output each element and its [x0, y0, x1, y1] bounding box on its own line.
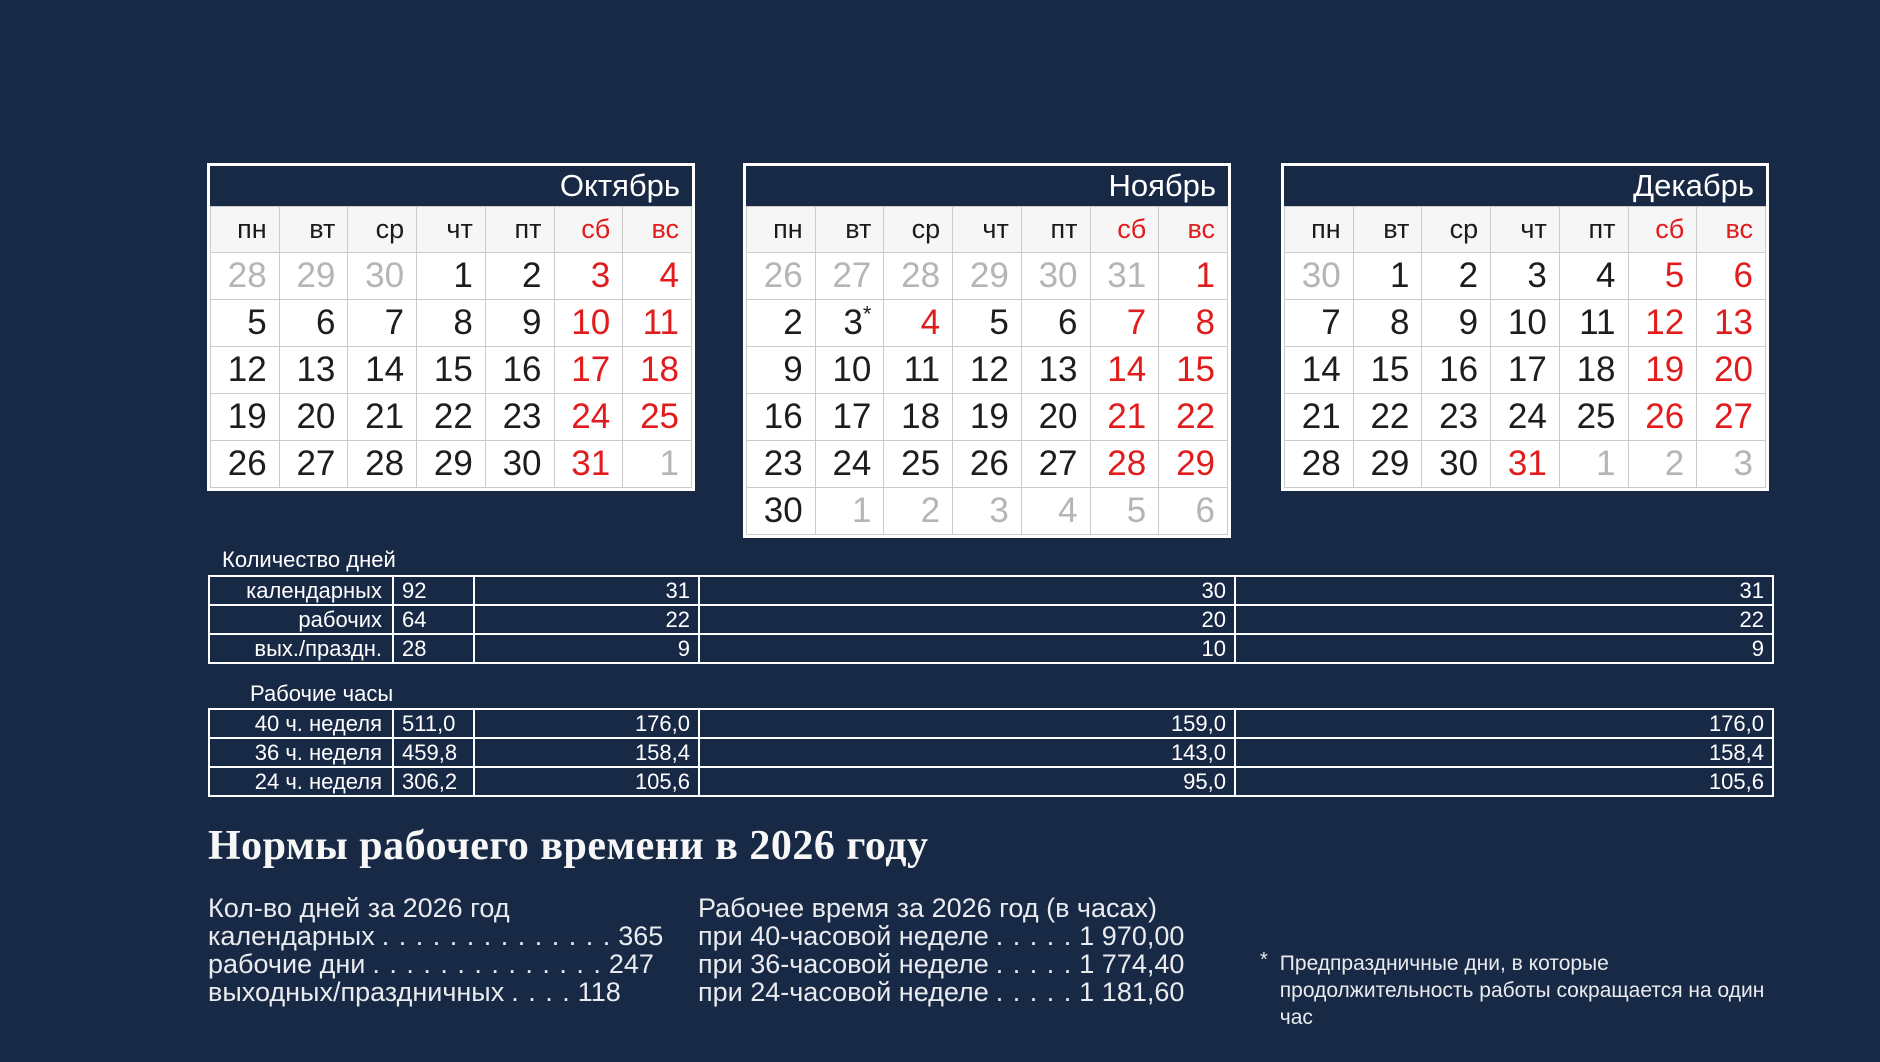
asterisk-marker: * [1260, 949, 1268, 971]
day-cell-november-15: 15 [1159, 347, 1228, 394]
weekday-header-сб: сб [1090, 207, 1159, 253]
day-cell-october-15: 15 [417, 347, 486, 394]
weekday-header-пн: пн [747, 207, 816, 253]
day-cell-october-29: 29 [279, 253, 348, 300]
summary-value: 247 [608, 949, 654, 979]
month-title-december: Декабрь [1284, 166, 1766, 206]
month-grid-october [210, 206, 692, 488]
week-row [747, 253, 1228, 300]
day-cell-october-30: 30 [485, 441, 554, 488]
day-cell-december-15: 15 [1353, 347, 1422, 394]
hours-table-caption: Рабочие часы [250, 681, 394, 706]
day-cell-december-21: 21 [1285, 394, 1354, 441]
weekday-header-пн: пн [1285, 207, 1354, 253]
day-cell-october-17: 17 [554, 347, 623, 394]
day-cell-december-7: 7 [1285, 300, 1354, 347]
row-label: рабочих [209, 605, 393, 634]
summary-label: при 36-часовой неделе [698, 949, 989, 979]
day-cell-december-30: 30 [1285, 253, 1354, 300]
week-row [1285, 441, 1766, 488]
day-cell-november-9: 9 [747, 347, 816, 394]
weekday-header-сб: сб [554, 207, 623, 253]
year-hours-summary [698, 894, 1184, 1006]
quarter-total: 64 [393, 605, 474, 634]
day-cell-october-23: 23 [485, 394, 554, 441]
november-value: 20 [699, 605, 1235, 634]
december-value: 9 [1235, 634, 1773, 663]
day-cell-october-28: 28 [211, 253, 280, 300]
day-cell-december-25: 25 [1559, 394, 1628, 441]
day-cell-november-27: 27 [815, 253, 884, 300]
year-hours-heading: Рабочее время за 2026 год (в часах) [698, 893, 1157, 923]
week-row [211, 300, 692, 347]
day-cell-november-1: 1 [1159, 253, 1228, 300]
weekday-header-вс: вс [623, 207, 692, 253]
weekday-header-вт: вт [815, 207, 884, 253]
week-row [747, 300, 1228, 347]
day-cell-november-21: 21 [1090, 394, 1159, 441]
day-cell-december-31: 31 [1491, 441, 1560, 488]
day-cell-october-8: 8 [417, 300, 486, 347]
day-cell-november-11: 11 [884, 347, 953, 394]
day-cell-november-7: 7 [1090, 300, 1159, 347]
day-cell-november-22: 22 [1159, 394, 1228, 441]
summary-line [698, 922, 1184, 950]
day-cell-december-5: 5 [1628, 253, 1697, 300]
day-cell-december-29: 29 [1353, 441, 1422, 488]
day-cell-november-14: 14 [1090, 347, 1159, 394]
day-cell-october-4: 4 [623, 253, 692, 300]
days-count-row [209, 605, 1773, 634]
year-days-items [208, 922, 663, 1006]
dot-leader: . . . . . [995, 921, 1073, 951]
weekday-header-вт: вт [279, 207, 348, 253]
weekday-header-ср: ср [348, 207, 417, 253]
week-row [747, 347, 1228, 394]
summary-label: при 40-часовой неделе [698, 921, 989, 951]
day-cell-october-3: 3 [554, 253, 623, 300]
day-cell-december-19: 19 [1628, 347, 1697, 394]
day-cell-december-14: 14 [1285, 347, 1354, 394]
day-cell-october-30: 30 [348, 253, 417, 300]
month-grid-december [1284, 206, 1766, 488]
day-cell-december-6: 6 [1697, 253, 1766, 300]
day-cell-december-1: 1 [1559, 441, 1628, 488]
quarter-total: 459,8 [393, 738, 474, 767]
day-cell-october-7: 7 [348, 300, 417, 347]
day-cell-november-23: 23 [747, 441, 816, 488]
days-count-row [209, 634, 1773, 663]
october-value: 22 [474, 605, 699, 634]
day-cell-december-24: 24 [1491, 394, 1560, 441]
weekday-header-пт: пт [1021, 207, 1090, 253]
day-cell-november-30: 30 [1021, 253, 1090, 300]
summary-value: 1 181,60 [1079, 977, 1185, 1007]
day-cell-october-2: 2 [485, 253, 554, 300]
calendar-november [743, 163, 1231, 538]
day-cell-october-1: 1 [623, 441, 692, 488]
day-cell-november-29: 29 [953, 253, 1022, 300]
november-value: 143,0 [699, 738, 1235, 767]
days-count-row [209, 576, 1773, 605]
day-cell-december-13: 13 [1697, 300, 1766, 347]
day-cell-october-10: 10 [554, 300, 623, 347]
preholiday-footnote [1260, 950, 1790, 1031]
day-cell-november-16: 16 [747, 394, 816, 441]
day-cell-december-10: 10 [1491, 300, 1560, 347]
year-days-heading: Кол-во дней за 2026 год [208, 893, 510, 923]
day-cell-october-20: 20 [279, 394, 348, 441]
year-hours-items [698, 922, 1184, 1006]
quarter-total: 92 [393, 576, 474, 605]
day-cell-december-2: 2 [1422, 253, 1491, 300]
december-value: 105,6 [1235, 767, 1773, 796]
summary-line [208, 978, 663, 1006]
day-cell-october-26: 26 [211, 441, 280, 488]
day-cell-november-2: 2 [884, 488, 953, 535]
weekday-header-сб: сб [1628, 207, 1697, 253]
day-cell-october-14: 14 [348, 347, 417, 394]
weekday-header-row [1285, 207, 1766, 253]
month-grid-november [746, 206, 1228, 535]
day-cell-november-29: 29 [1159, 441, 1228, 488]
day-cell-october-1: 1 [417, 253, 486, 300]
day-cell-november-1: 1 [815, 488, 884, 535]
summary-value: 118 [577, 977, 621, 1007]
day-cell-november-19: 19 [953, 394, 1022, 441]
weekday-header-вс: вс [1159, 207, 1228, 253]
day-cell-october-28: 28 [348, 441, 417, 488]
day-cell-november-30: 30 [747, 488, 816, 535]
dot-leader: . . . . . [995, 977, 1073, 1007]
weekday-header-row [211, 207, 692, 253]
day-cell-november-3: 3 [953, 488, 1022, 535]
day-cell-november-10: 10 [815, 347, 884, 394]
summary-label: рабочие дни [208, 949, 366, 979]
day-cell-december-27: 27 [1697, 394, 1766, 441]
week-row [1285, 394, 1766, 441]
day-cell-november-20: 20 [1021, 394, 1090, 441]
day-cell-november-18: 18 [884, 394, 953, 441]
row-label: 40 ч. неделя [209, 709, 393, 738]
december-value: 176,0 [1235, 709, 1773, 738]
day-cell-october-12: 12 [211, 347, 280, 394]
day-cell-november-25: 25 [884, 441, 953, 488]
day-cell-october-29: 29 [417, 441, 486, 488]
weekday-header-вт: вт [1353, 207, 1422, 253]
day-cell-december-20: 20 [1697, 347, 1766, 394]
day-cell-december-23: 23 [1422, 394, 1491, 441]
summary-value: 1 970,00 [1079, 921, 1185, 951]
quarter-total: 511,0 [393, 709, 474, 738]
day-cell-december-2: 2 [1628, 441, 1697, 488]
day-cell-december-22: 22 [1353, 394, 1422, 441]
calendar-december [1281, 163, 1769, 491]
summary-line [208, 950, 663, 978]
weekday-header-вс: вс [1697, 207, 1766, 253]
week-row [747, 441, 1228, 488]
day-cell-december-18: 18 [1559, 347, 1628, 394]
day-cell-november-4: 4 [1021, 488, 1090, 535]
day-cell-december-26: 26 [1628, 394, 1697, 441]
quarter-total: 306,2 [393, 767, 474, 796]
weekday-header-чт: чт [417, 207, 486, 253]
day-cell-december-12: 12 [1628, 300, 1697, 347]
day-cell-december-9: 9 [1422, 300, 1491, 347]
summary-label: выходных/праздничных [208, 977, 505, 1007]
summary-line [698, 978, 1184, 1006]
row-label: 36 ч. неделя [209, 738, 393, 767]
day-cell-october-11: 11 [623, 300, 692, 347]
day-cell-october-5: 5 [211, 300, 280, 347]
october-value: 158,4 [474, 738, 699, 767]
quarter-total: 28 [393, 634, 474, 663]
december-value: 158,4 [1235, 738, 1773, 767]
row-label: вых./праздн. [209, 634, 393, 663]
day-cell-october-25: 25 [623, 394, 692, 441]
working-hours-row [209, 709, 1773, 738]
day-cell-october-16: 16 [485, 347, 554, 394]
day-cell-november-6: 6 [1021, 300, 1090, 347]
december-value: 22 [1235, 605, 1773, 634]
working-hours-table [208, 708, 1774, 797]
day-cell-december-3: 3 [1697, 441, 1766, 488]
weekday-header-ср: ср [1422, 207, 1491, 253]
day-cell-november-17: 17 [815, 394, 884, 441]
day-cell-november-27: 27 [1021, 441, 1090, 488]
day-cell-november-6: 6 [1159, 488, 1228, 535]
day-cell-november-31: 31 [1090, 253, 1159, 300]
day-cell-october-19: 19 [211, 394, 280, 441]
week-row [211, 441, 692, 488]
days-table-caption: Количество дней [222, 547, 396, 572]
page-title: Нормы рабочего времени в 2026 году [208, 823, 929, 869]
row-label: 24 ч. неделя [209, 767, 393, 796]
day-cell-november-8: 8 [1159, 300, 1228, 347]
week-row [747, 394, 1228, 441]
day-cell-november-26: 26 [953, 441, 1022, 488]
october-value: 31 [474, 576, 699, 605]
summary-value: 365 [618, 921, 664, 951]
day-cell-october-13: 13 [279, 347, 348, 394]
day-cell-november-2: 2 [747, 300, 816, 347]
november-value: 30 [699, 576, 1235, 605]
weekday-header-ср: ср [884, 207, 953, 253]
dot-leader: . . . . [511, 977, 571, 1007]
days-count-table [208, 575, 1774, 664]
weekday-header-пт: пт [485, 207, 554, 253]
day-cell-october-22: 22 [417, 394, 486, 441]
week-row [211, 253, 692, 300]
year-days-summary [208, 894, 663, 1006]
dot-leader: . . . . . . . . . . . . . . [372, 949, 602, 979]
row-label: календарных [209, 576, 393, 605]
summary-line [698, 950, 1184, 978]
day-cell-december-28: 28 [1285, 441, 1354, 488]
weekday-header-чт: чт [953, 207, 1022, 253]
day-cell-october-6: 6 [279, 300, 348, 347]
week-row [211, 394, 692, 441]
weekday-header-чт: чт [1491, 207, 1560, 253]
day-cell-october-18: 18 [623, 347, 692, 394]
day-cell-november-4: 4 [884, 300, 953, 347]
weekday-header-пн: пн [211, 207, 280, 253]
day-cell-december-11: 11 [1559, 300, 1628, 347]
day-cell-october-24: 24 [554, 394, 623, 441]
november-value: 10 [699, 634, 1235, 663]
day-cell-december-16: 16 [1422, 347, 1491, 394]
day-cell-november-13: 13 [1021, 347, 1090, 394]
day-cell-november-3: 3* [815, 300, 884, 347]
week-row [747, 488, 1228, 535]
summary-label: календарных [208, 921, 375, 951]
day-cell-december-1: 1 [1353, 253, 1422, 300]
dot-leader: . . . . . [995, 949, 1073, 979]
month-title-october: Октябрь [210, 166, 692, 206]
day-cell-november-28: 28 [1090, 441, 1159, 488]
calendar-october [207, 163, 695, 491]
day-cell-december-4: 4 [1559, 253, 1628, 300]
footnote-text: Предпраздничные дни, в которые продолжительность работы сокращается на один час [1279, 952, 1765, 1029]
day-cell-november-5: 5 [953, 300, 1022, 347]
week-row [1285, 253, 1766, 300]
day-cell-november-26: 26 [747, 253, 816, 300]
summary-value: 1 774,40 [1079, 949, 1185, 979]
month-title-november: Ноябрь [746, 166, 1228, 206]
day-cell-november-12: 12 [953, 347, 1022, 394]
day-cell-november-28: 28 [884, 253, 953, 300]
december-value: 31 [1235, 576, 1773, 605]
dot-leader: . . . . . . . . . . . . . . [381, 921, 612, 951]
day-cell-november-5: 5 [1090, 488, 1159, 535]
week-row [1285, 347, 1766, 394]
summary-label: при 24-часовой неделе [698, 977, 989, 1007]
working-hours-row [209, 738, 1773, 767]
week-row [1285, 300, 1766, 347]
day-cell-december-17: 17 [1491, 347, 1560, 394]
preholiday-mark: * [862, 301, 872, 327]
day-cell-november-24: 24 [815, 441, 884, 488]
day-cell-december-3: 3 [1491, 253, 1560, 300]
weekday-header-row [747, 207, 1228, 253]
october-value: 9 [474, 634, 699, 663]
day-cell-december-8: 8 [1353, 300, 1422, 347]
weekday-header-пт: пт [1559, 207, 1628, 253]
day-cell-december-30: 30 [1422, 441, 1491, 488]
day-cell-october-21: 21 [348, 394, 417, 441]
working-hours-row [209, 767, 1773, 796]
day-cell-october-31: 31 [554, 441, 623, 488]
october-value: 105,6 [474, 767, 699, 796]
october-value: 176,0 [474, 709, 699, 738]
november-value: 95,0 [699, 767, 1235, 796]
day-cell-october-27: 27 [279, 441, 348, 488]
week-row [211, 347, 692, 394]
november-value: 159,0 [699, 709, 1235, 738]
day-cell-october-9: 9 [485, 300, 554, 347]
summary-line [208, 922, 663, 950]
